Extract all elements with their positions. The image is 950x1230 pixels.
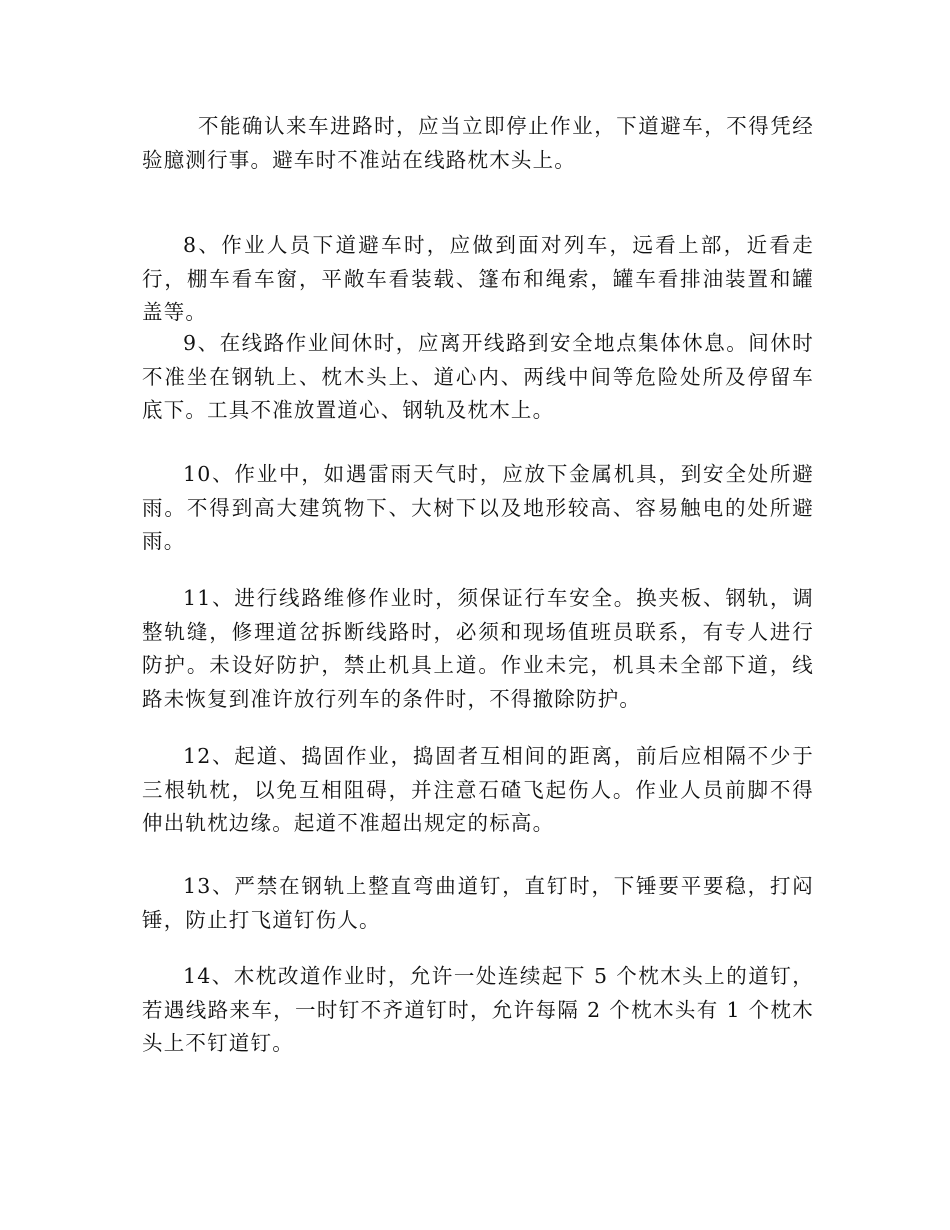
paragraph-rule-9: 9、在线路作业间休时，应离开线路到安全地点集体休息。间休时不准坐在钢轨上、枕木头上、道心内、两线中间等危险处所及停留车底下。工具不准放置道心、钢轨及枕木上。 (142, 331, 814, 422)
paragraph-rule-12: 12、起道、捣固作业，捣固者互相间的距离，前后应相隔不少于三根轨枕，以免互相阻碍，并注意石碴飞起伤人。作业人员前脚不得伸出轨枕边缘。起道不准超出规定的标高。 (142, 744, 814, 835)
paragraph-rule-10: 10、作业中，如遇雷雨天气时，应放下金属机具，到安全处所避雨。不得到高大建筑物下、大树下以及地形较高、容易触电的处所避雨。 (142, 462, 814, 553)
paragraph-rule-8: 8、作业人员下道避车时，应做到面对列车，远看上部，近看走行，棚车看车窗，平敞车看装载、篷布和绳索，罐车看排油装置和罐盖等。 (142, 233, 814, 324)
paragraph-rule-13: 13、严禁在钢轨上整直弯曲道钉，直钉时，下锤要平要稳，打闷锤，防止打飞道钉伤人。 (142, 874, 814, 932)
paragraph-rule-11: 11、进行线路维修作业时，须保证行车安全。换夹板、钢轨，调整轨缝，修理道岔拆断线路时，必须和现场值班员联系，有专人进行防护。未设好防护，禁止机具上道。作业未完，机具未全部下道，线路未恢复到准许放行列车的条件时，不得撤除防护。 (142, 586, 814, 711)
paragraph-avoid-train-continuation: 不能确认来车进路时，应当立即停止作业，下道避车，不得凭经验臆测行事。避车时不准站在线路枕木头上。 (142, 114, 814, 172)
paragraph-rule-14: 14、木枕改道作业时，允许一处连续起下 5 个枕木头上的道钉，若遇线路来车，一时钉不齐道钉时，允许每隔 2 个枕木头有 1 个枕木头上不钉道钉。 (142, 964, 814, 1055)
